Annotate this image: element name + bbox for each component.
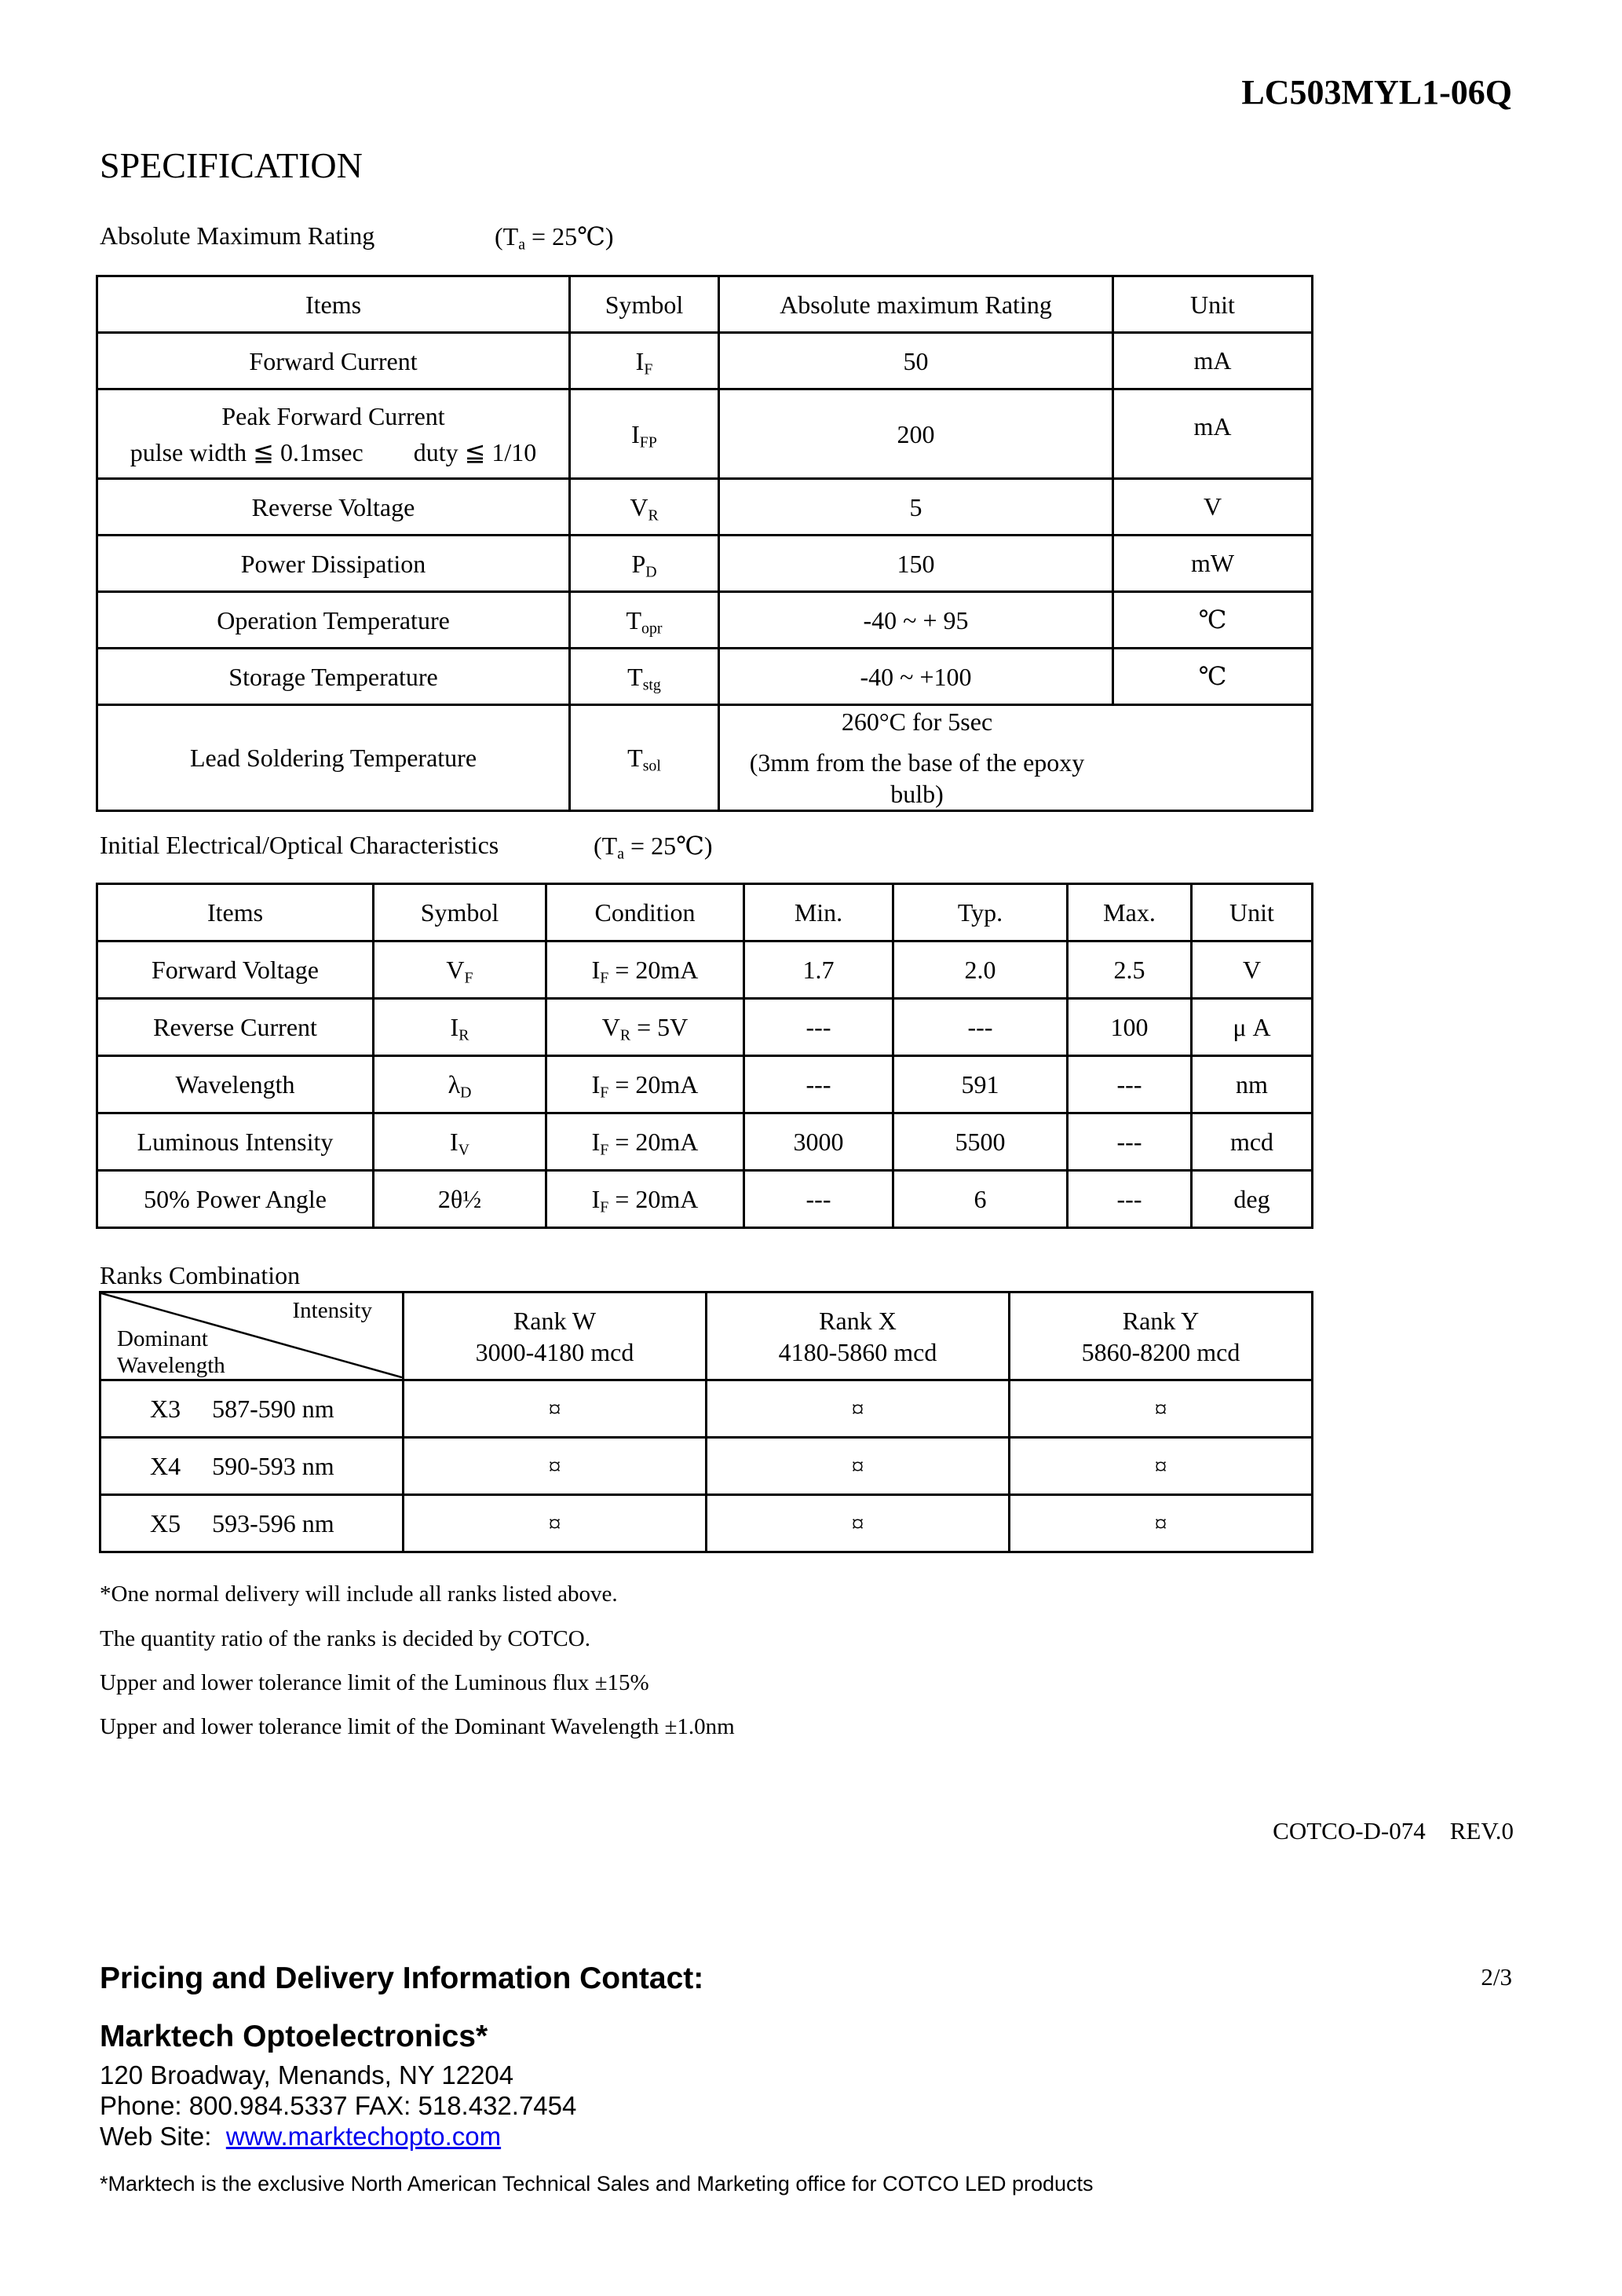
- unit-cell: mA: [1113, 333, 1313, 389]
- typ-cell: 591: [893, 1056, 1068, 1113]
- condition-cell: $I_F = 20mA$: [546, 1056, 744, 1113]
- min-cell: 3000: [744, 1113, 893, 1171]
- table-row: [97, 941, 1313, 999]
- condition-cell: $V_R = 5V$: [546, 999, 744, 1056]
- unit-cell: V: [1113, 479, 1313, 536]
- table-header-row: [97, 276, 1313, 333]
- item-cell: Peak Forward Current pulse width ≦ 0.1msec duty ≦ 1/10: [97, 389, 570, 479]
- rank-mark: ¤: [1010, 1438, 1313, 1495]
- table-row: [97, 536, 1313, 592]
- rating-cell: 150: [719, 536, 1113, 592]
- header-cell: Absolute maximum Rating: [719, 276, 1113, 333]
- table-row: [97, 479, 1313, 536]
- company-name: Marktech Optoelectronics*: [100, 2020, 488, 2053]
- rank-mark: ¤: [707, 1380, 1010, 1438]
- table-row: [97, 999, 1313, 1056]
- condition-cell: $I_F = 20mA$: [546, 1113, 744, 1171]
- unit-cell: deg: [1192, 1171, 1313, 1228]
- item-cell: Forward Current: [97, 333, 570, 389]
- web-site-line: [100, 2122, 501, 2152]
- typ-cell: ---: [893, 999, 1068, 1056]
- contact-heading: Pricing and Delivery Information Contact:: [100, 1961, 704, 1995]
- ranks-title: Ranks Combination: [100, 1261, 301, 1289]
- electrical-condition: ($T_a$ = 25℃): [594, 832, 713, 863]
- unit-cell: ℃: [1113, 649, 1313, 705]
- unit-cell: nm: [1192, 1056, 1313, 1113]
- unit-cell: mW: [1113, 536, 1313, 592]
- rating-cell: 260°C for 5sec (3mm from the base of the epoxy bulb): [719, 705, 1313, 811]
- item-cell: Reverse Current: [97, 999, 374, 1056]
- unit-cell: mA: [1113, 389, 1313, 479]
- max-cell: 2.5: [1068, 941, 1192, 999]
- note-line: *One normal delivery will include all ranks listed above.: [100, 1581, 618, 1607]
- table-row: [97, 705, 1313, 811]
- rank-x-header: Rank X 4180-5860 mcd: [707, 1292, 1010, 1380]
- header-cell: Max.: [1068, 884, 1192, 941]
- unit-cell: mcd: [1192, 1113, 1313, 1171]
- footnote: *Marktech is the exclusive North American Technical Sales and Marketing office for COTCO LED products: [100, 2172, 1094, 2195]
- header-cell: Unit: [1113, 276, 1313, 333]
- rating-cell: 200: [719, 389, 1113, 479]
- electrical-table: [96, 883, 1313, 1229]
- rank-mark: ¤: [404, 1495, 707, 1552]
- max-cell: 100: [1068, 999, 1192, 1056]
- rank-mark: ¤: [1010, 1380, 1313, 1438]
- typ-cell: 2.0: [893, 941, 1068, 999]
- company-address: 120 Broadway, Menands, NY 12204: [100, 2060, 514, 2089]
- item-cell: Storage Temperature: [97, 649, 570, 705]
- table-row: [100, 1438, 1313, 1495]
- min-cell: ---: [744, 999, 893, 1056]
- unit-cell: ℃: [1113, 592, 1313, 649]
- symbol-cell: $I_V$: [374, 1113, 546, 1171]
- symbol-cell: $I_F$: [570, 333, 719, 389]
- note-line: Upper and lower tolerance limit of the Luminous flux ±15%: [100, 1670, 649, 1695]
- rank-mark: ¤: [1010, 1495, 1313, 1552]
- rating-cell: 5: [719, 479, 1113, 536]
- symbol-cell: $T_{sol}$: [570, 705, 719, 811]
- rank-mark: ¤: [404, 1438, 707, 1495]
- wavelength-rank-cell: X3 587-590 nm: [100, 1380, 404, 1438]
- symbol-cell: $V_F$: [374, 941, 546, 999]
- corner-dominant-label: Dominant: [117, 1326, 208, 1351]
- document-code: COTCO-D-074 REV.0: [1273, 1817, 1514, 1844]
- condition-cell: $I_F = 20mA$: [546, 1171, 744, 1228]
- item-cell: Lead Soldering Temperature: [97, 705, 570, 811]
- min-cell: ---: [744, 1056, 893, 1113]
- symbol-cell: $I_R$: [374, 999, 546, 1056]
- abs-max-condition: ($T_a$ = 25℃): [495, 222, 614, 254]
- header-cell: Items: [97, 884, 374, 941]
- header-cell: Typ.: [893, 884, 1068, 941]
- rank-mark: ¤: [707, 1495, 1010, 1552]
- web-site-link[interactable]: www.marktechopto.com: [225, 2122, 502, 2151]
- electrical-title: Initial Electrical/Optical Characteristics: [100, 831, 499, 859]
- symbol-cell: $I_{FP}$: [570, 389, 719, 479]
- header-cell: Symbol: [570, 276, 719, 333]
- item-cell: Power Dissipation: [97, 536, 570, 592]
- min-cell: 1.7: [744, 941, 893, 999]
- ranks-table: [99, 1291, 1313, 1553]
- item-cell: Luminous Intensity: [97, 1113, 374, 1171]
- unit-cell: V: [1192, 941, 1313, 999]
- header-cell: Unit: [1192, 884, 1313, 941]
- header-cell: Condition: [546, 884, 744, 941]
- rank-y-header: Rank Y 5860-8200 mcd: [1010, 1292, 1313, 1380]
- max-cell: ---: [1068, 1056, 1192, 1113]
- abs-max-title: Absolute Maximum Rating: [100, 221, 375, 250]
- note-line: Upper and lower tolerance limit of the Dominant Wavelength ±1.0nm: [100, 1714, 735, 1739]
- symbol-cell: 2θ½: [374, 1171, 546, 1228]
- symbol-cell: $P_D$: [570, 536, 719, 592]
- corner-intensity-label: Intensity: [292, 1298, 372, 1323]
- wavelength-rank-cell: X5 593-596 nm: [100, 1495, 404, 1552]
- symbol-cell: $T_{opr}$: [570, 592, 719, 649]
- table-header-row: [100, 1292, 1313, 1380]
- table-row: [97, 1171, 1313, 1228]
- symbol-cell: $T_{stg}$: [570, 649, 719, 705]
- symbol-cell: $V_R$: [570, 479, 719, 536]
- item-cell: Reverse Voltage: [97, 479, 570, 536]
- rank-mark: ¤: [404, 1380, 707, 1438]
- min-cell: ---: [744, 1171, 893, 1228]
- rank-mark: ¤: [707, 1438, 1010, 1495]
- max-cell: ---: [1068, 1113, 1192, 1171]
- company-phone: Phone: 800.984.5337 FAX: 518.432.7454: [100, 2091, 577, 2120]
- header-cell: Min.: [744, 884, 893, 941]
- part-number: LC503MYL1-06Q: [1241, 73, 1512, 112]
- page-number: 2/3: [1481, 1963, 1512, 1991]
- item-cell: 50% Power Angle: [97, 1171, 374, 1228]
- item-cell: Wavelength: [97, 1056, 374, 1113]
- web-site-label: Web Site:: [100, 2122, 212, 2151]
- header-cell: Items: [97, 276, 570, 333]
- table-row: [100, 1495, 1313, 1552]
- table-header-row: [97, 884, 1313, 941]
- item-cell: Operation Temperature: [97, 592, 570, 649]
- rating-cell: -40 ~ +100: [719, 649, 1113, 705]
- table-row: [97, 649, 1313, 705]
- table-row: [97, 1056, 1313, 1113]
- header-cell: Symbol: [374, 884, 546, 941]
- table-row: [97, 389, 1313, 479]
- wavelength-rank-cell: X4 590-593 nm: [100, 1438, 404, 1495]
- rating-cell: 50: [719, 333, 1113, 389]
- corner-cell: [100, 1292, 404, 1380]
- page-title: SPECIFICATION: [100, 145, 363, 185]
- table-row: [97, 333, 1313, 389]
- rating-cell: -40 ~ + 95: [719, 592, 1113, 649]
- typ-cell: 6: [893, 1171, 1068, 1228]
- unit-cell: μ A: [1192, 999, 1313, 1056]
- condition-cell: $I_F = 20mA$: [546, 941, 744, 999]
- typ-cell: 5500: [893, 1113, 1068, 1171]
- table-row: [97, 592, 1313, 649]
- absolute-max-table: [96, 275, 1313, 812]
- corner-wavelength-label: Wavelength: [117, 1353, 225, 1378]
- max-cell: ---: [1068, 1171, 1192, 1228]
- rank-w-header: Rank W 3000-4180 mcd: [404, 1292, 707, 1380]
- table-row: [100, 1380, 1313, 1438]
- item-cell: Forward Voltage: [97, 941, 374, 999]
- note-line: The quantity ratio of the ranks is decided by COTCO.: [100, 1626, 590, 1651]
- symbol-cell: $\lambda_D$: [374, 1056, 546, 1113]
- table-row: [97, 1113, 1313, 1171]
